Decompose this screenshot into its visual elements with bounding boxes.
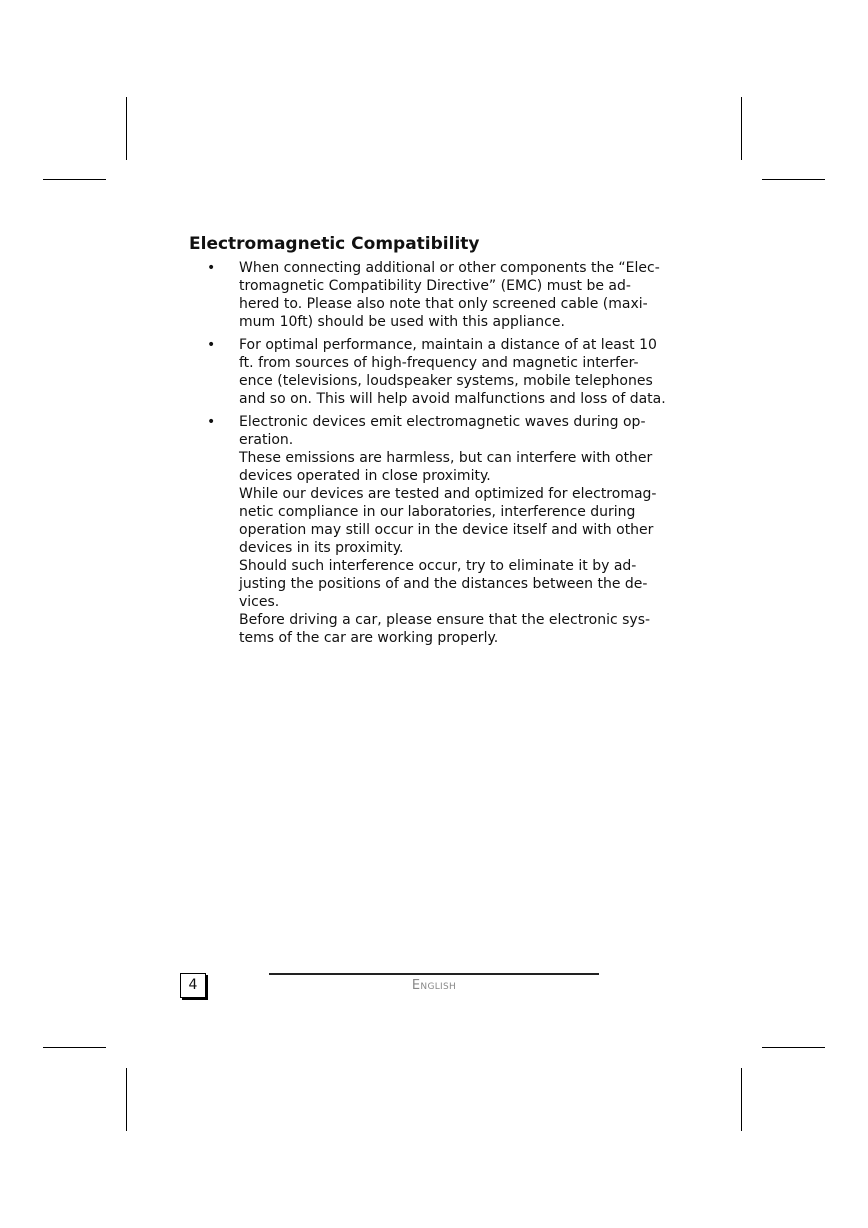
- paragraph-line: eration.: [239, 432, 294, 448]
- paragraph-line: devices in its proximity.: [239, 540, 404, 556]
- crop-mark-bottom-right-horizontal: [762, 1047, 825, 1048]
- crop-mark-top-right-vertical: [741, 97, 742, 160]
- crop-mark-top-left-horizontal: [43, 179, 106, 180]
- paragraph-line: mum 10ft) should be used with this appliance.: [239, 314, 565, 330]
- crop-mark-top-left-vertical: [126, 97, 127, 160]
- paragraph-line: For optimal performance, maintain a distance of at least 10: [239, 337, 657, 353]
- paragraph-line: Electronic devices emit electromagnetic waves during op-: [239, 414, 646, 430]
- paragraph-line: justing the positions of and the distances between the de-: [239, 576, 648, 592]
- paragraph-line: tromagnetic Compatibility Directive” (EMC) must be ad-: [239, 278, 631, 294]
- bullet-icon: •: [207, 414, 216, 430]
- crop-mark-top-right-horizontal: [762, 179, 825, 180]
- crop-mark-bottom-left-horizontal: [43, 1047, 106, 1048]
- paragraph-line: hered to. Please also note that only screened cable (maxi-: [239, 296, 648, 312]
- paragraph-line: and so on. This will help avoid malfunctions and loss of data.: [239, 391, 666, 407]
- section-title: Electromagnetic Compatibility: [189, 234, 480, 254]
- page-number: 4: [180, 973, 206, 998]
- bullet-icon: •: [207, 337, 216, 353]
- footer-divider: [269, 973, 599, 975]
- paragraph-line: vices.: [239, 594, 280, 610]
- paragraph-line: operation may still occur in the device itself and with other: [239, 522, 654, 538]
- paragraph-line: ft. from sources of high-frequency and magnetic interfer-: [239, 355, 639, 371]
- emc-bullet-list: [189, 259, 689, 652]
- paragraph-line: When connecting additional or other components the “Elec-: [239, 260, 660, 276]
- paragraph-line: tems of the car are working properly.: [239, 630, 499, 646]
- paragraph-line: Before driving a car, please ensure that the electronic sys-: [239, 612, 651, 628]
- paragraph-line: Should such interference occur, try to eliminate it by ad-: [239, 558, 637, 574]
- footer-language-label: English: [411, 978, 457, 993]
- crop-mark-bottom-right-vertical: [741, 1068, 742, 1131]
- list-item: [189, 413, 689, 647]
- paragraph-line: netic compliance in our laboratories, interference during: [239, 504, 636, 520]
- paragraph-line: While our devices are tested and optimized for electromag-: [239, 486, 657, 502]
- paragraph-line: ence (televisions, loudspeaker systems, mobile telephones: [239, 373, 653, 389]
- list-item: [189, 336, 689, 408]
- paragraph-line: devices operated in close proximity.: [239, 468, 491, 484]
- paragraph-line: These emissions are harmless, but can interfere with other: [239, 450, 653, 466]
- bullet-icon: •: [207, 260, 216, 276]
- crop-mark-bottom-left-vertical: [126, 1068, 127, 1131]
- list-item: [189, 259, 689, 331]
